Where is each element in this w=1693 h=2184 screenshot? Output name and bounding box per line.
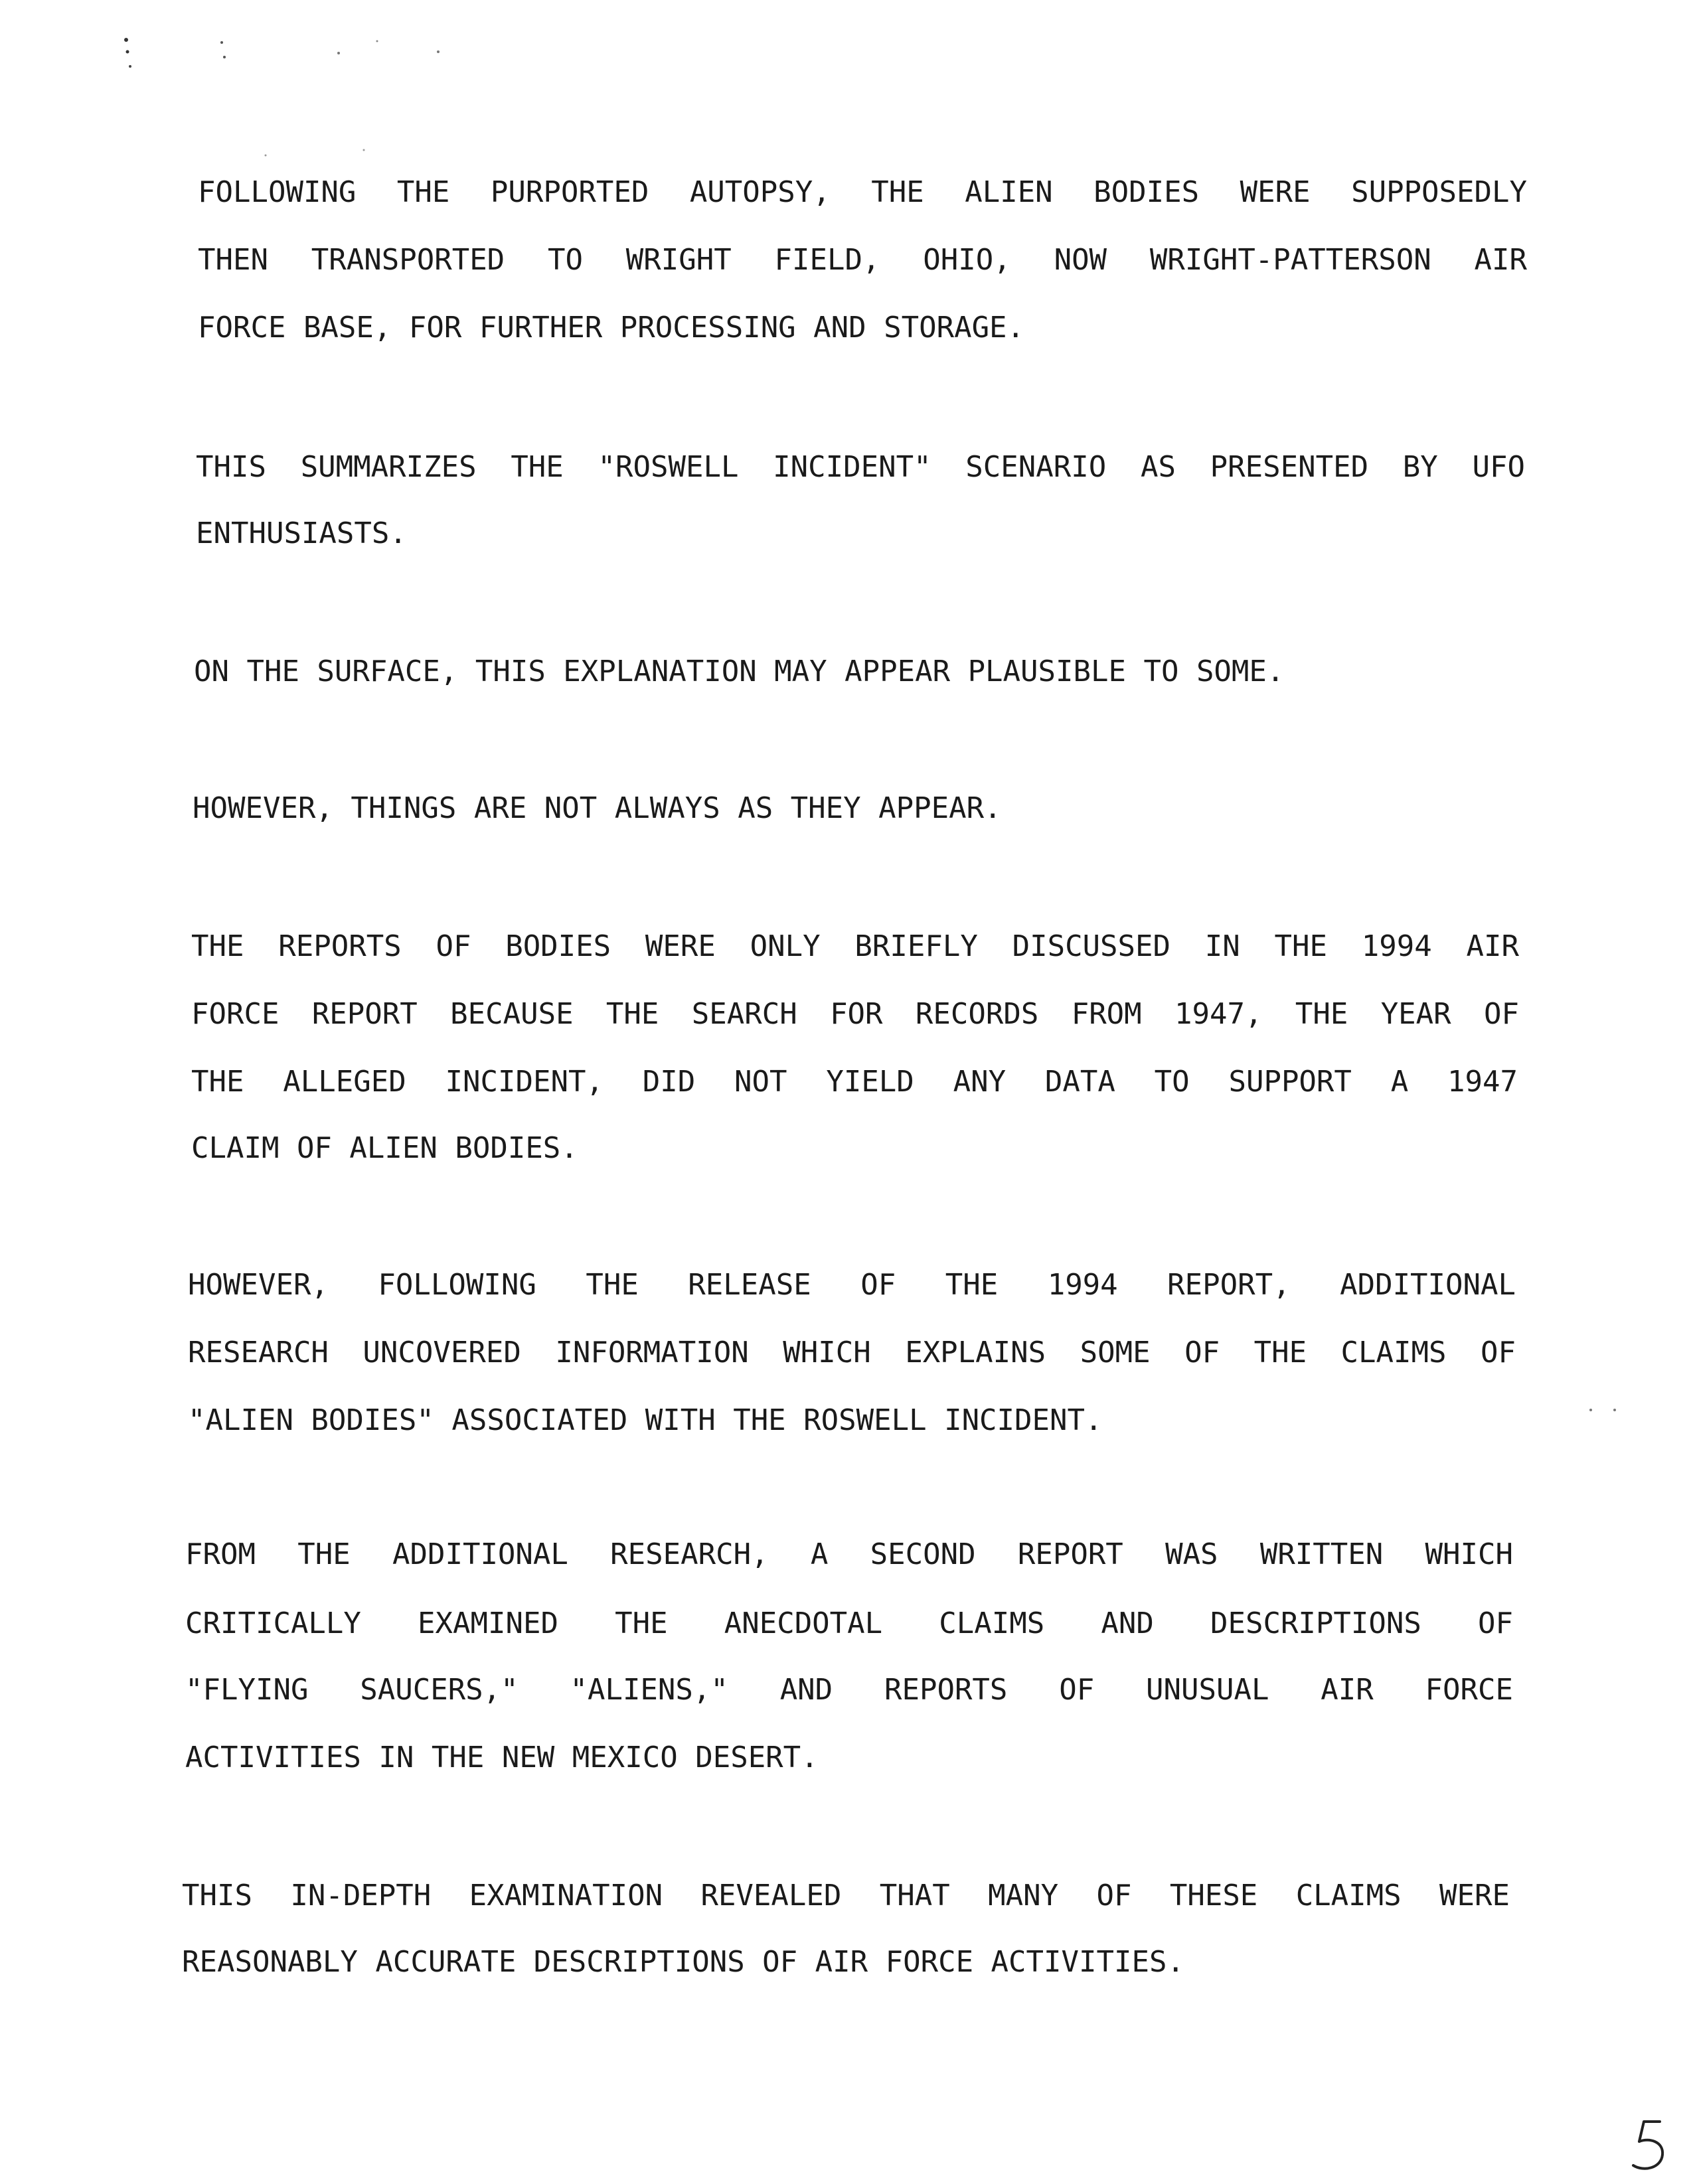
paragraph-7-line-2: CRITICALLY EXAMINED THE ANECDOTAL CLAIMS AND DESCRIPTIONS OF (185, 1606, 1513, 1640)
paragraph-5-line-3: THE ALLEGED INCIDENT, DID NOT YIELD ANY DATA TO SUPPORT A 1947 (191, 1065, 1518, 1099)
paragraph-4-line-1: HOWEVER, THINGS ARE NOT ALWAYS AS THEY APPEAR. (193, 791, 1002, 825)
paragraph-2-line-1: THIS SUMMARIZES THE "ROSWELL INCIDENT" SCENARIO AS PRESENTED BY UFO (196, 450, 1525, 484)
paragraph-1-line-2: THEN TRANSPORTED TO WRIGHT FIELD, OHIO, NOW WRIGHT-PATTERSON AIR (198, 243, 1527, 277)
paragraph-3-line-1: ON THE SURFACE, THIS EXPLANATION MAY APPEAR PLAUSIBLE TO SOME. (194, 655, 1285, 688)
paragraph-7-line-3: "FLYING SAUCERS," "ALIENS," AND REPORTS OF UNUSUAL AIR FORCE (185, 1673, 1513, 1707)
paragraph-6-line-2: RESEARCH UNCOVERED INFORMATION WHICH EXPLAINS SOME OF THE CLAIMS OF (188, 1336, 1516, 1369)
paragraph-6-line-1: HOWEVER, FOLLOWING THE RELEASE OF THE 1994 REPORT, ADDITIONAL (188, 1268, 1516, 1302)
paragraph-8-line-1: THIS IN-DEPTH EXAMINATION REVEALED THAT MANY OF THESE CLAIMS WERE (182, 1879, 1510, 1912)
paragraph-7-line-4: ACTIVITIES IN THE NEW MEXICO DESERT. (185, 1741, 819, 1774)
paragraph-2-line-2: ENTHUSIASTS. (196, 516, 407, 550)
page-number (1617, 2116, 1677, 2176)
paragraph-6-line-3: "ALIEN BODIES" ASSOCIATED WITH THE ROSWELL INCIDENT. (188, 1403, 1103, 1437)
paragraph-7-line-1: FROM THE ADDITIONAL RESEARCH, A SECOND REPORT WAS WRITTEN WHICH (185, 1537, 1513, 1571)
paragraph-5-line-1: THE REPORTS OF BODIES WERE ONLY BRIEFLY DISCUSSED IN THE 1994 AIR (191, 929, 1519, 963)
paragraph-1-line-1: FOLLOWING THE PURPORTED AUTOPSY, THE ALIEN BODIES WERE SUPPOSEDLY (198, 175, 1527, 209)
paragraph-5-line-4: CLAIM OF ALIEN BODIES. (191, 1131, 578, 1165)
paragraph-1-line-3: FORCE BASE, FOR FURTHER PROCESSING AND STORAGE. (198, 311, 1025, 345)
paragraph-8-line-2: REASONABLY ACCURATE DESCRIPTIONS OF AIR FORCE ACTIVITIES. (182, 1945, 1184, 1979)
paragraph-5-line-2: FORCE REPORT BECAUSE THE SEARCH FOR RECORDS FROM 1947, THE YEAR OF (191, 997, 1519, 1031)
